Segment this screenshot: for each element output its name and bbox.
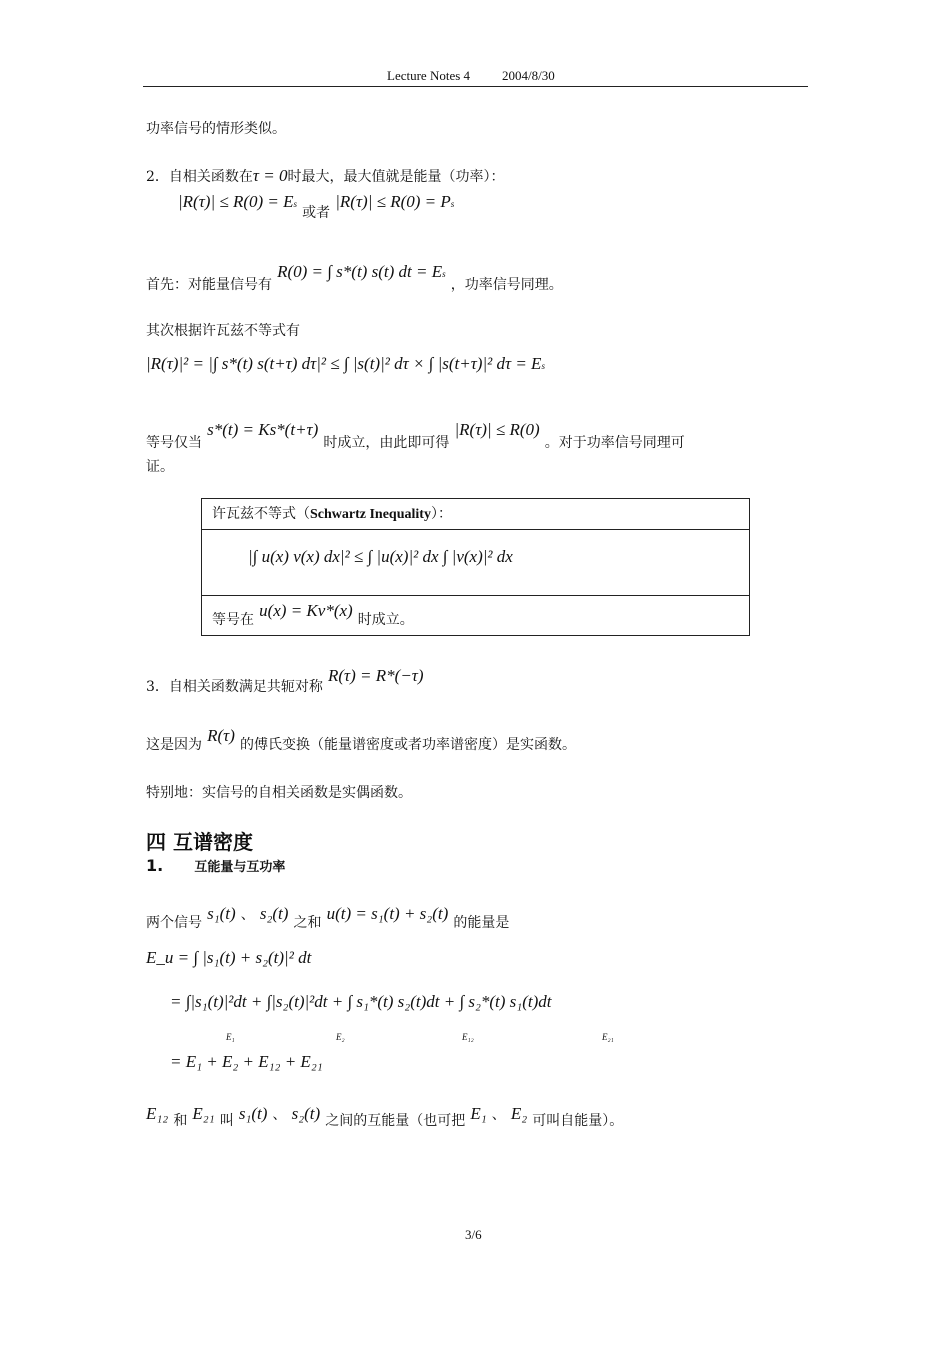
energy-eq-3: = E₁ + E₂ + E₁₂ + E₂₁: [170, 1052, 323, 1071]
header-title: Lecture Notes 4: [387, 68, 471, 83]
first-line: 首先：对能量信号有 R(0) = ∫ s*(t) s(t) dt = Es ，功率信号同理。: [146, 262, 563, 293]
schwartz-box: [201, 498, 750, 636]
because-line: 这是因为 R(τ) 的傅氏变换（能量谱密度或者功率谱密度）是实函数。: [146, 726, 576, 753]
equality-line-cont: 证。: [146, 459, 174, 475]
property-2-heading: 2．自相关函数在τ = 0时最大，最大值就是能量（功率）：: [146, 166, 505, 185]
box-footer: 等号在 u(x) = Kv*(x) 时成立。: [212, 601, 414, 628]
schwartz-derivation: |R(τ)|² = |∫ s*(t) s(t+τ) dτ|² ≤ ∫ |s(t)|² dτ × ∫ |s(t+τ)|² dτ = Es: [146, 354, 545, 373]
section-4-heading: 四 互谱密度: [146, 830, 253, 854]
energy-eq-1: E_u = ∫ |s₁(t) + s₂(t)|² dt: [146, 948, 312, 967]
property-3-line: 3．自相关函数满足共轭对称 R(τ) = R*(−τ): [146, 666, 424, 695]
box-title: 许瓦兹不等式（Schwartz Inequality）：: [212, 506, 452, 522]
box-divider-bottom: [202, 595, 749, 596]
brace-label-e2: E₂: [336, 1032, 345, 1042]
property-2-equation: |R(τ)| ≤ R(0) = Es 或者 |R(τ)| ≤ R(0) = Ps: [178, 192, 455, 221]
equality-line: 等号仅当 s*(t) = Ks*(t+τ) 时成立，由此即可得 |R(τ)| ≤ R(0) 。对于功率信号同理可: [146, 420, 685, 451]
page-number: 3/6: [465, 1227, 482, 1242]
brace-label-e1: E₁: [226, 1032, 235, 1042]
cross-energy-line: E₁₂ 和 E₂₁ 叫 s₁(t) 、 s₂(t) 之间的互能量（也可把 E₁ 、 E₂ 可叫自能量）。: [146, 1104, 624, 1129]
brace-label-e21: E₂₁: [602, 1032, 614, 1042]
header-rule: [143, 86, 808, 87]
brace-label-e12: E₁₂: [462, 1032, 474, 1042]
special-line: 特别地：实信号的自相关函数是实偶函数。: [146, 785, 412, 801]
second-line: 其次根据许瓦兹不等式有: [146, 323, 300, 339]
box-inequality: |∫ u(x) v(x) dx|² ≤ ∫ |u(x)|² dx ∫ |v(x)|² dx: [248, 547, 513, 566]
energy-eq-2: = ∫|s₁(t)|²dt + ∫|s₂(t)|²dt + ∫ s₁*(t) s₂(t)dt + ∫ s₂*(t) s₁(t)dt: [170, 992, 552, 1011]
box-divider-top: [202, 529, 749, 530]
intro-line: 功率信号的情形类似。: [146, 121, 286, 137]
section-4-1-heading: 1. 互能量与互功率: [146, 856, 286, 875]
header-date: 2004/8/30: [502, 68, 555, 83]
two-signals-line: 两个信号 s₁(t) 、 s₂(t) 之和 u(t) = s₁(t) + s₂(t) 的能量是: [146, 904, 510, 931]
